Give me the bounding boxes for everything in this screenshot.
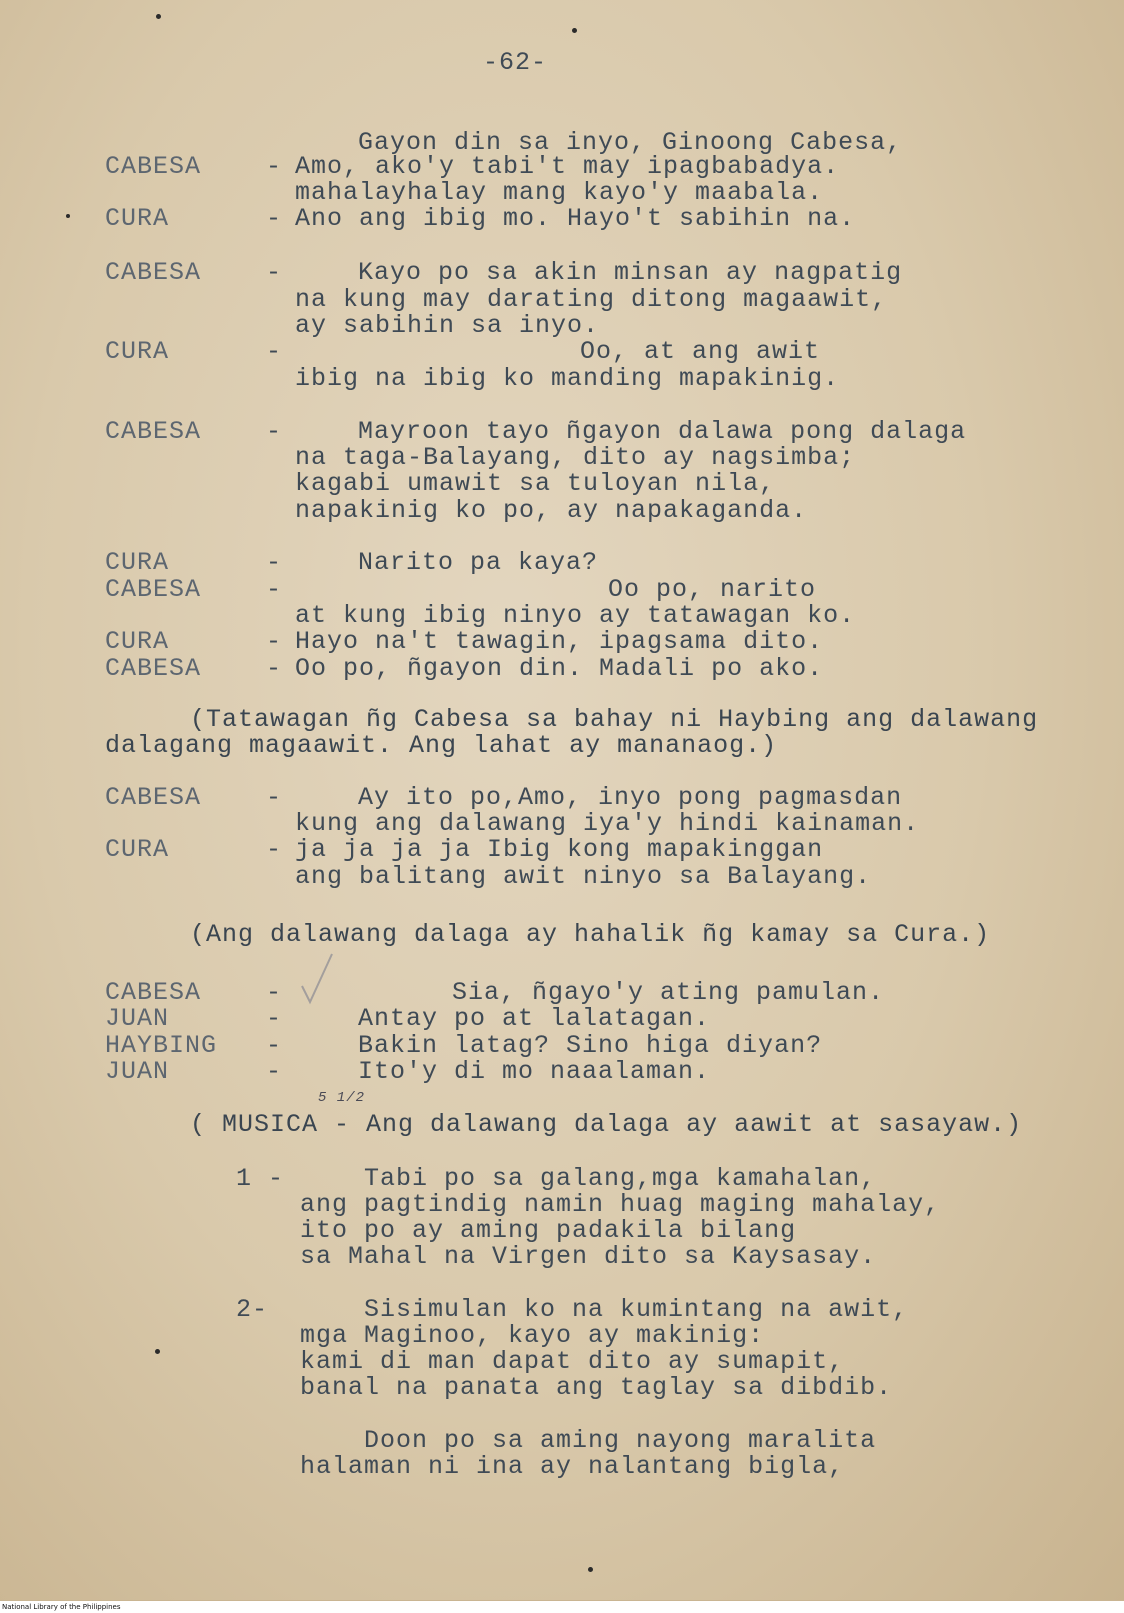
verse-line: Tabi po sa galang,mga kamahalan, <box>364 1164 877 1193</box>
speaker-dash: - <box>266 1004 283 1033</box>
verse-line: sa Mahal na Virgen dito sa Kaysasay. <box>300 1242 877 1271</box>
speaker-label: CURA <box>105 835 170 864</box>
dialogue-text: ang balitang awit ninyo sa Balayang. <box>295 862 872 891</box>
speaker-dash: - <box>266 575 283 604</box>
speaker-dash: - <box>266 152 283 181</box>
speck-mark <box>572 28 577 33</box>
dialogue-text: at kung ibig ninyo ay tatawagan ko. <box>295 601 856 630</box>
speaker-label: CABESA <box>105 258 202 287</box>
verse-number: 1 - <box>236 1164 285 1193</box>
dialogue-text: Oo po, ñgayon din. Madali po ako. <box>295 654 824 683</box>
dialogue-text: Mayroon tayo ñgayon dalawa pong dalaga <box>358 417 967 446</box>
verse-line: Sisimulan ko na kumintang na awit, <box>364 1295 909 1324</box>
verse-line: halaman ni ina ay nalantang bigla, <box>300 1452 845 1481</box>
dialogue-text: Ito'y di mo naaalaman. <box>358 1057 711 1086</box>
dialogue-text: ibig na ibig ko manding mapakinig. <box>295 364 840 393</box>
speck-mark <box>66 214 70 218</box>
dialogue-text: Bakin latag? Sino higa diyan? <box>358 1031 823 1060</box>
speck-mark <box>588 1567 593 1572</box>
dialogue-text: Hayo na't tawagin, ipagsama dito. <box>295 627 824 656</box>
speaker-dash: - <box>266 337 283 366</box>
speaker-dash: - <box>266 204 283 233</box>
verse-line: ang pagtindig namin huag maging mahalay, <box>300 1190 941 1219</box>
speaker-dash: - <box>266 654 283 683</box>
speaker-label: CABESA <box>105 654 202 683</box>
speaker-label: JUAN <box>105 1004 170 1033</box>
stage-direction: (Ang dalawang dalaga ay hahalik ñg kamay sa Cura.) <box>190 920 991 949</box>
dialogue-text: na taga-Balayang, dito ay nagsimba; <box>295 443 856 472</box>
stage-direction: (Tatawagan ñg Cabesa sa bahay ni Haybing ang dalawang <box>190 705 1039 734</box>
page-number: -62- <box>483 48 548 77</box>
speaker-label: CABESA <box>105 575 202 604</box>
speaker-label: CURA <box>105 627 170 656</box>
speaker-label: JUAN <box>105 1057 170 1086</box>
speaker-dash: - <box>266 978 283 1007</box>
speaker-dash: - <box>266 548 283 577</box>
speck-mark <box>155 1349 160 1354</box>
stage-direction: dalagang magaawit. Ang lahat ay mananaog.) <box>105 731 778 760</box>
pencil-check-mark <box>296 950 336 1010</box>
dialogue-text: Antay po at lalatagan. <box>358 1004 711 1033</box>
verse-line: kami di man dapat dito ay sumapit, <box>300 1347 845 1376</box>
speaker-label: CABESA <box>105 978 202 1007</box>
stage-direction: ( MUSICA - Ang dalawang dalaga ay aawit at sasayaw.) <box>190 1110 1023 1139</box>
speaker-dash: - <box>266 627 283 656</box>
dialogue-text: kung ang dalawang iya'y hindi kainaman. <box>295 809 920 838</box>
footer-credit: National Library of the Philippines <box>0 1601 1124 1613</box>
speaker-dash: - <box>266 835 283 864</box>
dialogue-text: ay sabihin sa inyo. <box>295 311 600 340</box>
dialogue-text: Oo po, narito <box>608 575 817 604</box>
verse-line: ito po ay aming padakila bilang <box>300 1216 797 1245</box>
speaker-label: CURA <box>105 204 170 233</box>
dialogue-text: ja ja ja ja Ibig kong mapakinggan <box>295 835 824 864</box>
speaker-dash: - <box>266 1031 283 1060</box>
speaker-label: CABESA <box>105 417 202 446</box>
speaker-dash: - <box>266 1057 283 1086</box>
dialogue-text: Amo, ako'y tabi't may ipagbabadya. <box>295 152 840 181</box>
verse-line: mga Maginoo, kayo ay makinig: <box>300 1321 765 1350</box>
dialogue-text: Ano ang ibig mo. Hayo't sabihin na. <box>295 204 856 233</box>
verse-line: banal na panata ang taglay sa dibdib. <box>300 1373 893 1402</box>
dialogue-text: Ay ito po,Amo, inyo pong pagmasdan <box>358 783 903 812</box>
speaker-label: CABESA <box>105 152 202 181</box>
speaker-dash: - <box>266 417 283 446</box>
dialogue-text: napakinig ko po, ay napakaganda. <box>295 496 808 525</box>
dialogue-text: mahalayhalay mang kayo'y maabala. <box>295 178 824 207</box>
handwritten-mark: 5 1/2 <box>318 1090 366 1106</box>
dialogue-text: Oo, at ang awit <box>580 337 821 366</box>
verse-number: 2- <box>236 1295 269 1324</box>
speaker-dash: - <box>266 258 283 287</box>
dialogue-text: Sia, ñgayo'y ating pamulan. <box>452 978 885 1007</box>
dialogue-text: na kung may darating ditong magaawit, <box>295 285 888 314</box>
dialogue-text: kagabi umawit sa tuloyan nila, <box>295 469 776 498</box>
dialogue-text: Gayon din sa inyo, Ginoong Cabesa, <box>358 128 903 157</box>
speaker-label: HAYBING <box>105 1031 218 1060</box>
speaker-label: CURA <box>105 548 170 577</box>
speck-mark <box>156 14 161 19</box>
dialogue-text: Narito pa kaya? <box>358 548 599 577</box>
dialogue-text: Kayo po sa akin minsan ay nagpatig <box>358 258 903 287</box>
speaker-label: CURA <box>105 337 170 366</box>
verse-line: Doon po sa aming nayong maralita <box>364 1426 877 1455</box>
speaker-label: CABESA <box>105 783 202 812</box>
speaker-dash: - <box>266 783 283 812</box>
